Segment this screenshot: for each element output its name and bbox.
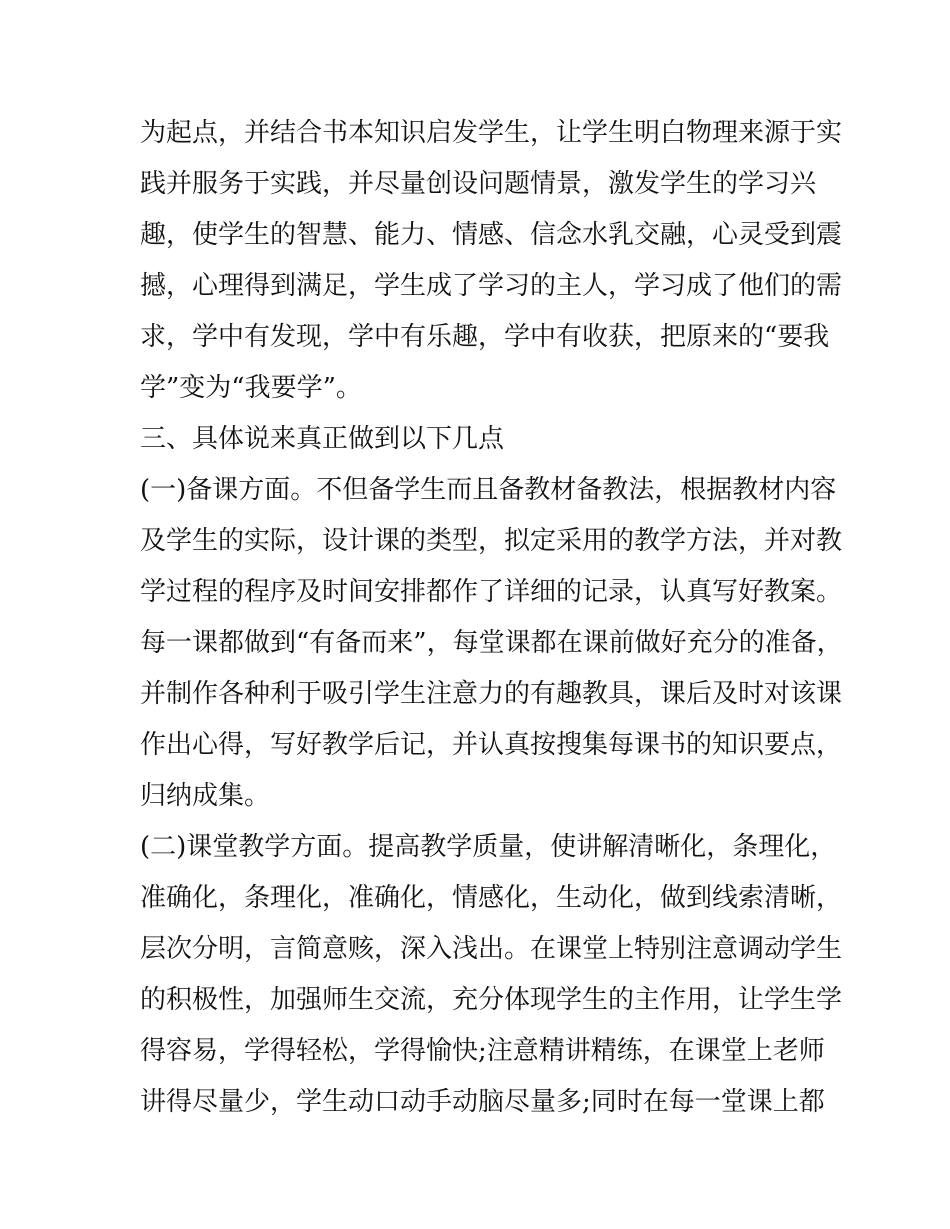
text-line: 及学生的实际，设计课的类型，拟定采用的教学方法，并对教 <box>140 526 843 556</box>
text-line: 践并服务于实践，并尽量创设问题情景，激发学生的学习兴 <box>140 169 817 199</box>
document-body <box>140 108 843 1128</box>
text-line: 学过程的程序及时间安排都作了详细的记录，认真写好教案。 <box>140 577 843 607</box>
text-line: 并制作各种利于吸引学生注意力的有趣教具，课后及时对该课 <box>140 679 843 709</box>
text-line: 讲得尽量少，学生动口动手动脑尽量多;同时在每一堂课上都 <box>140 1087 825 1117</box>
text-line: 每一课都做到“有备而来”，每堂课都在课前做好充分的准备， <box>140 628 843 658</box>
text-line: 层次分明，言简意赅，深入浅出。在课堂上特别注意调动学生 <box>140 934 843 964</box>
text-line: 求，学中有发现，学中有乐趣，学中有收获，把原来的“要我 <box>140 322 830 352</box>
text-line: 的积极性，加强师生交流，充分体现学生的主作用，让学生学 <box>140 985 843 1015</box>
text-line: (二)课堂教学方面。提高教学质量，使讲解清晰化，条理化， <box>140 832 837 862</box>
text-line: 趣，使学生的智慧、能力、情感、信念水乳交融，心灵受到震 <box>140 220 843 250</box>
section-heading: 三、具体说来真正做到以下几点 <box>140 424 505 454</box>
text-line: 撼，心理得到满足，学生成了学习的主人，学习成了他们的需 <box>140 271 843 301</box>
text-line: 为起点，并结合书本知识启发学生，让学生明白物理来源于实 <box>140 118 843 148</box>
text-line: 准确化，条理化，准确化，情感化，生动化，做到线索清晰， <box>140 883 843 913</box>
text-line: 归纳成集。 <box>140 781 271 811</box>
text-line: 学”变为“我要学”。 <box>140 373 362 403</box>
text-line: 作出心得，写好教学后记，并认真按搜集每课书的知识要点， <box>140 730 843 760</box>
text-line: 得容易，学得轻松，学得愉快;注意精讲精练，在课堂上老师 <box>140 1036 825 1066</box>
text-line: (一)备课方面。不但备学生而且备教材备教法，根据教材内容 <box>140 475 837 505</box>
